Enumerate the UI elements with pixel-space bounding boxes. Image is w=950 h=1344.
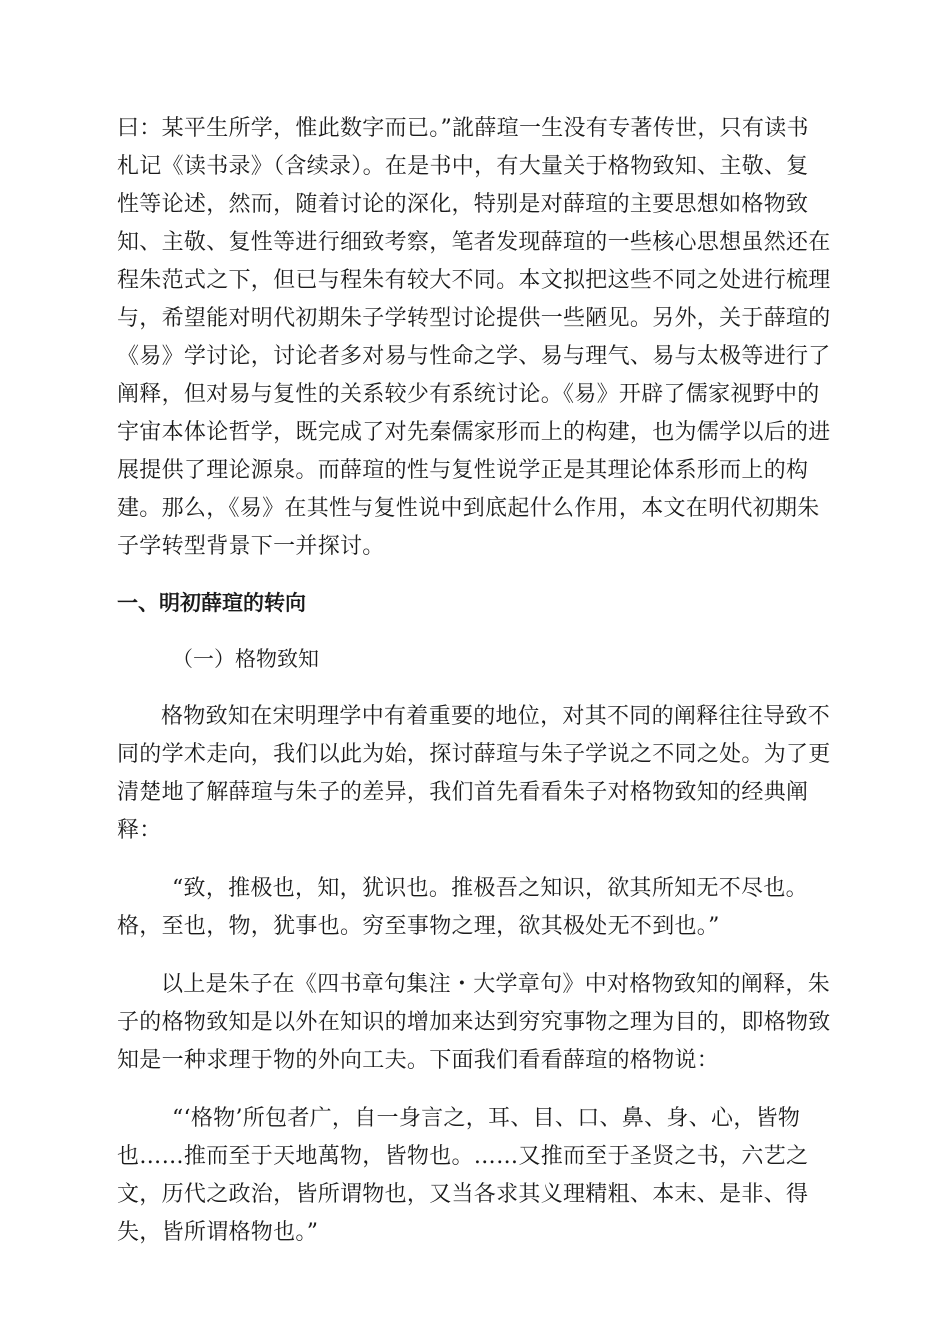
document-page [117,110,833,1252]
text-line: 文，历代之政治，皆所谓物也，又当各求其义理精粗、本末、是非、得 [117,1182,809,1207]
text-line: 格物致知在宋明理学中有着重要的地位，对其不同的阐释往往导致不 [161,704,831,729]
text-line: 阐释，但对易与复性的关系较少有系统讨论。《易》开辟了儒家视野中的 [117,382,820,407]
text-line: “致，推极也，知，犹识也。推极吾之知识，欲其所知无不尽也。 [172,876,808,901]
text-line: 也……推而至于天地萬物，皆物也。……又推而至于圣贤之书，六艺之 [117,1144,809,1169]
quote-block-1 [117,870,833,946]
text-line: 展提供了理论源泉。而薛瑄的性与复性说学正是其理论体系形而上的构 [117,458,809,483]
text-line: 同的学术走向，我们以此为始，探讨薛瑄与朱子学说之不同之处。为了更 [117,742,831,767]
quote-block-2 [117,1100,833,1252]
text-line: 格，至也，物，犹事也。穷至事物之理，欲其极处无不到也。” [117,914,720,939]
text-line: 知是一种求理于物的外向工夫。下面我们看看薛瑄的格物说： [117,1048,720,1073]
subsection-heading: （一）格物致知 [172,647,319,671]
text-line: 清楚地了解薛瑄与朱子的差异，我们首先看看朱子对格物致知的经典阐 [117,780,809,805]
text-line: 《易》学讨论，讨论者多对易与性命之学、易与理气、易与太极等进行了 [117,344,831,369]
intro-paragraph [117,110,833,566]
body-paragraph-2 [117,966,833,1080]
text-line: 程朱范式之下，但已与程朱有较大不同。本文拟把这些不同之处进行梳理 [117,268,831,293]
text-line: 子学转型背景下一并探讨。 [117,534,385,559]
text-line: 释： [117,818,162,843]
text-line: 失，皆所谓格物也。” [117,1220,319,1245]
text-line: 曰：某平生所学，惟此数字而已。”訛薛瑄一生没有专著传世，只有读书 [117,116,809,141]
body-paragraph-1 [117,698,833,850]
text-line: 宇宙本体论哲学，既完成了对先秦儒家形而上的构建，也为儒学以后的进 [117,420,831,445]
text-line: 以上是朱子在《四书章句集注・大学章句》中对格物致知的阐释，朱 [161,972,831,997]
text-line: 子的格物致知是以外在知识的增加来达到穷究事物之理为目的，即格物致 [117,1010,831,1035]
section-heading: 一、明初薛瑄的转向 [117,591,306,615]
text-line: 札记《读书录》（含续录）。在是书中，有大量关于格物致知、主敬、复 [117,154,809,179]
text-line: 与，希望能对明代初期朱子学转型讨论提供一些陋见。另外，关于薛瑄的 [117,306,831,331]
text-line: 性等论述，然而，随着讨论的深化，特别是对薛瑄的主要思想如格物致 [117,192,809,217]
text-line: “‘格物’所包者广，自一身言之，耳、目、口、鼻、身、心，皆物 [172,1106,801,1131]
text-line: 建。那么，《易》在其性与复性说中到底起什么作用，本文在明代初期朱 [117,496,820,521]
text-line: 知、主敬、复性等进行细致考察，笔者发现薛瑄的一些核心思想虽然还在 [117,230,831,255]
